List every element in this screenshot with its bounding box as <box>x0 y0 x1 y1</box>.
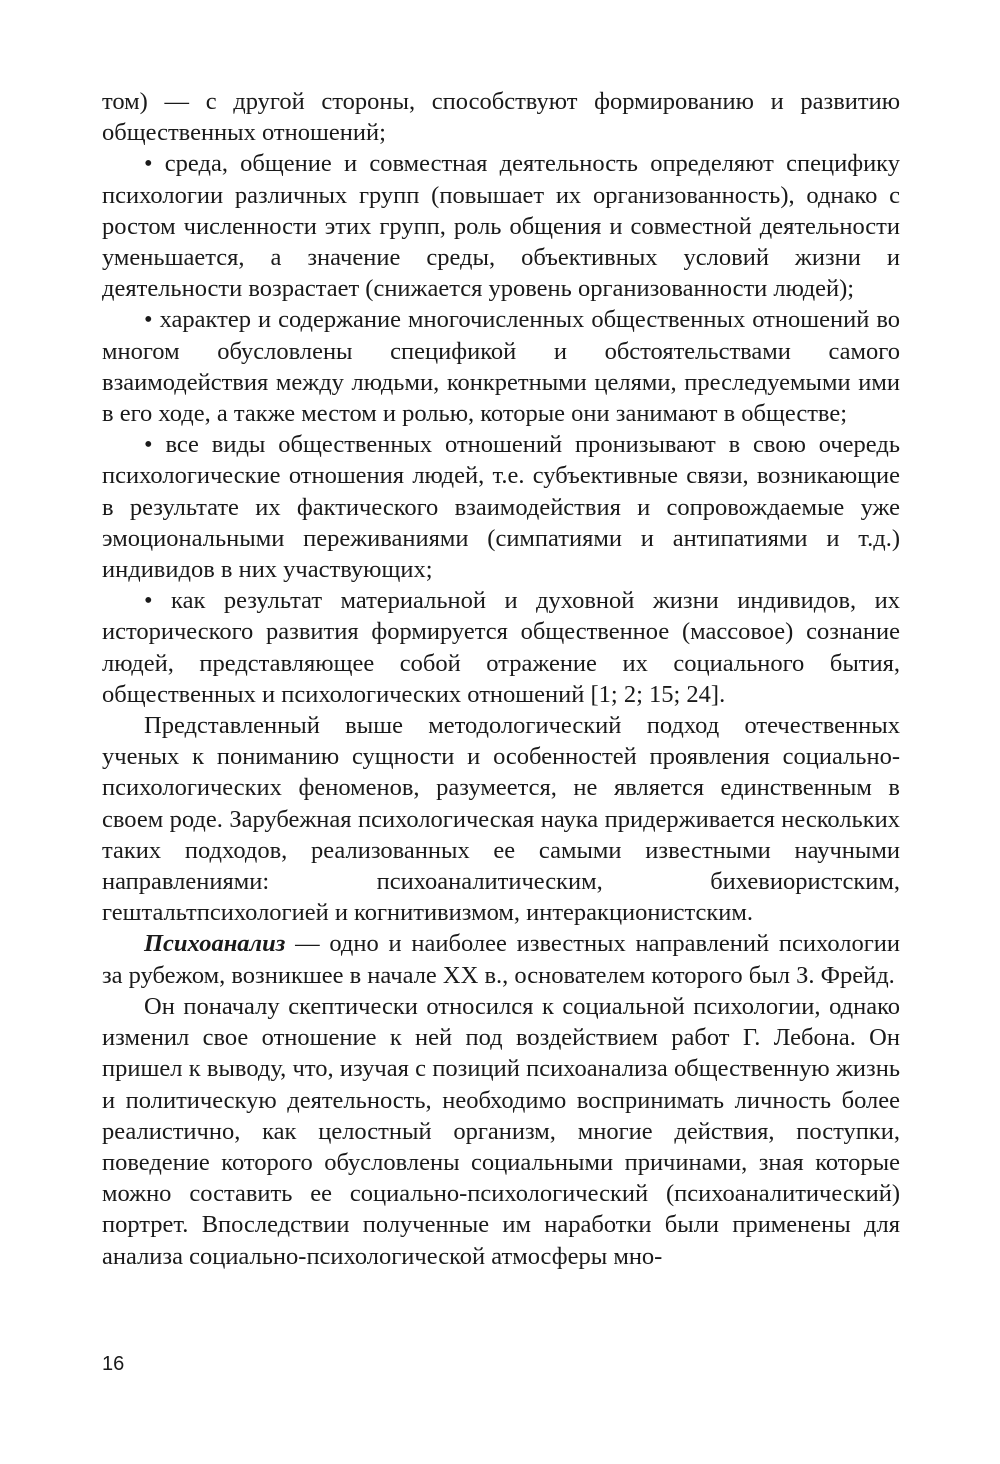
page-number: 16 <box>102 1353 125 1375</box>
term-paragraph <box>102 928 900 990</box>
bullet-paragraph: • характер и содержание многочисленных общественных отношений во многом обусловлены спецификой и обстоятельствами самого взаимодействия между людьми, конкретными целями, преследуемыми ими в его ходе, а также местом и ролью, которые они занимают в обществе; <box>102 306 900 428</box>
term-psychoanalysis: Психоанализ <box>144 930 286 958</box>
paragraph-continuation: том) — с другой стороны, способствуют формированию и развитию общественных отношений; <box>102 88 900 147</box>
bullet-paragraph: • среда, общение и совместная деятельность определяют специфику психологии различных групп (повышает их организованность), однако с ростом численности этих групп, роль общения и совместной деятельности уменьшается, а значение среды, объективных условий жизни и деятельности возрастает (снижается уровень организованности людей); <box>102 150 900 303</box>
body-paragraph: Он поначалу скептически относился к социальной психологии, однако изменил свое отношение к ней под воздействием работ Г. Лебона. Он пришел к выводу, что, изучая с позиций психоанализа общественную жизнь и политическую деятельность, необходимо воспринимать личность более реалистично, как целостный организм, многие действия, поступки, поведение которого обусловлены социальными причинами, зная которые можно составить ее социально-психологический (психоаналитический) портрет. Впоследствии полученные им наработки были применены для анализа социально-психологической атмосферы мно- <box>102 992 900 1270</box>
bullet-paragraph: • все виды общественных отношений пронизывают в свою очередь психологические отношения людей, т.е. субъективные связи, возникающие в результате их фактического взаимодействия и сопровождаемые уже эмоциональными переживаниями (симпатиями и антипатиями и т.д.) индивидов в них участвующих; <box>102 431 900 584</box>
term-definition: — одно и наиболее известных направлений психологии за рубежом, возникшее в начале XX в., основателем которого был З. Фрейд. <box>102 930 900 989</box>
bullet-paragraph: • как результат материальной и духовной жизни индивидов, их исторического развития формируется общественное (массовое) сознание людей, представляющее собой отражение их социального бытия, общественных и психологических отношений [1; 2; 15; 24]. <box>102 587 900 708</box>
body-paragraph: Представленный выше методологический подход отечественных ученых к пониманию сущности и особенностей проявления социально-психологических феноменов, разумеется, не является единственным в своем роде. Зарубежная психологическая наука придерживается нескольких таких подходов, реализованных ее самыми известными научными направлениями: психоаналитическим, бихевиористским, гештальтпсихологией и когнитивизмом, интеракционистским. <box>102 712 900 927</box>
body-text <box>102 86 900 1272</box>
